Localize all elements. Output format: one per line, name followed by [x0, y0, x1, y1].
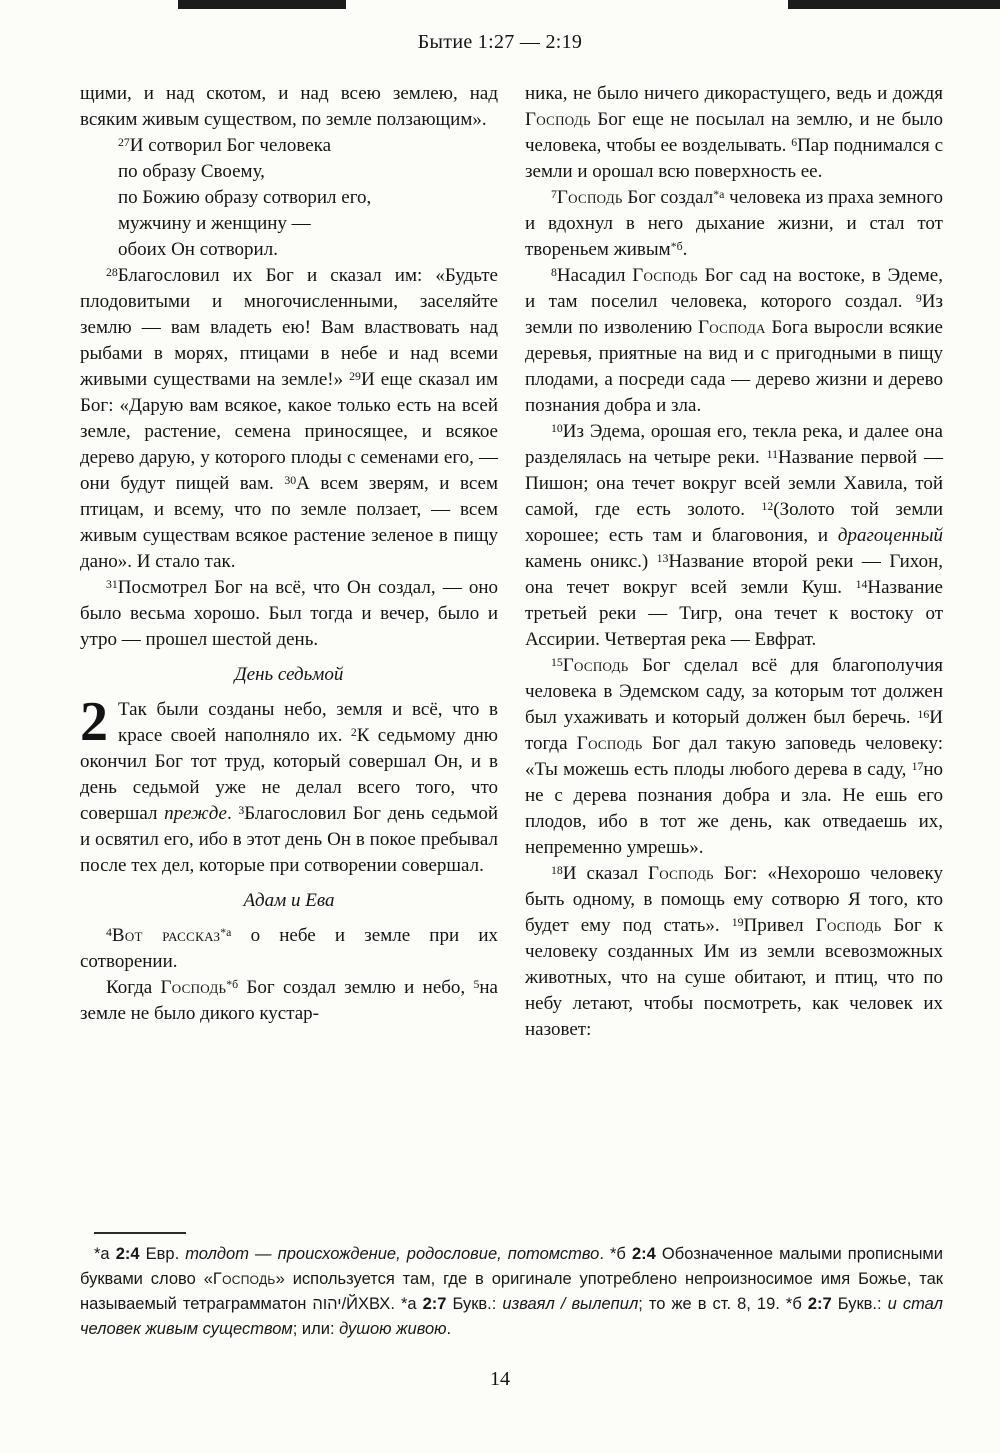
paragraph — [80, 923, 498, 975]
paragraph — [525, 861, 943, 1043]
text-run: Название первой — Пишон; она течет вокруг всей земли Хавила, той самой, где есть золото. — [525, 447, 943, 520]
page-number: 14 — [490, 1368, 510, 1390]
superscript-marker: 4 — [106, 925, 112, 939]
text-run: Так были созданы небо, земля и всё, что в красе своей наполняло их. — [118, 699, 498, 746]
text-run: . — [446, 1320, 452, 1338]
text-run: Евр. — [139, 1245, 186, 1263]
text-run: А всем зверям, и всем птицам, и всему, что по земле ползает, — всем живым существам всякое растение зеленое в пищу дано». И стало так. — [80, 473, 498, 572]
footnote-separator — [94, 1232, 186, 1234]
superscript-marker: 6 — [791, 135, 798, 149]
text-run: Господа — [698, 317, 766, 338]
chapter-paragraph — [80, 691, 498, 879]
text-run: . — [226, 803, 239, 824]
poetry-line — [118, 211, 498, 237]
column-left — [80, 81, 498, 1043]
text-run: Букв.: — [831, 1295, 888, 1313]
text-run: Бог сад на востоке, в Эдеме, и там поселил человека, которого создал. — [525, 265, 943, 312]
text-run: И сказал — [562, 863, 649, 884]
text-run: человека из праха земного и вдохнул в него дыхание жизни, и стал тот твореньем живым — [525, 187, 943, 260]
superscript-marker: 14 — [855, 577, 868, 591]
superscript-marker: 9 — [915, 291, 922, 305]
text-run: Вот рассказ — [111, 925, 221, 946]
text-run: изваял / вылепил — [502, 1295, 639, 1313]
superscript-marker: *а — [713, 187, 725, 201]
superscript-marker: *б — [670, 239, 683, 253]
scan-artifact-left — [178, 0, 346, 9]
text-run: о небе и земле при их сотворении. — [80, 925, 499, 972]
paragraph — [80, 575, 498, 653]
text-run: Благословил их Бог и сказал им: «Будьте плодовитыми и многочисленными, заселяйте землю — вам владеть ею! Вам властвовать над рыбами в морях, птицами в небе и над всеми живыми существами на земле!» — [80, 265, 498, 390]
text-run: Господь — [562, 655, 629, 676]
paragraph — [525, 419, 943, 653]
text-run: И еще сказал им Бог: «Дарую вам всякое, какое только есть на всей земле, растение, семена приносящее, и всякое дерево дарую, у которого плоды с семенами его, — они будут пищей вам. — [80, 369, 498, 494]
text-run: . *б — [599, 1245, 632, 1263]
paragraph — [80, 975, 498, 1027]
text-run: *а — [94, 1245, 116, 1263]
text-run: Господь — [648, 863, 714, 884]
running-header: Бытие 1:27 — 2:19 — [417, 31, 583, 53]
text-run: Бог к человеку созданных Им из земли всевозможных животных, что на суше обитают, и птиц, что по небу летают, чтобы посмотреть, как человек их назовет: — [525, 915, 943, 1040]
text-run: Привел — [743, 915, 816, 936]
text-run: Господь — [576, 733, 643, 754]
text-run: душою живою — [339, 1320, 447, 1338]
text-run: Господь — [815, 915, 882, 936]
superscript-marker: 27 — [118, 135, 130, 149]
poetry-line — [118, 185, 498, 211]
text-run: Бог создал землю и небо, — [238, 977, 474, 998]
text-run: драгоценный — [837, 525, 943, 546]
text-run: ; или: — [292, 1320, 340, 1338]
text-run: 2:4 — [115, 1245, 140, 1263]
text-run: Бог дал такую заповедь человеку: «Ты можешь есть плоды любого дерева в саду, — [525, 733, 944, 780]
superscript-marker: 7 — [551, 187, 557, 201]
section-heading — [80, 662, 498, 688]
text-run: » используется там, где в оригинале употреблено непроизносимое имя Божье, так называемый тетраграмматон יהוה/ЙХВХ. *а — [80, 1270, 943, 1313]
text-run: но не с дерева познания добра и зла. Не ешь его плодов, ибо в тот же день, как отведаешь их, непременно умрешь». — [525, 759, 943, 858]
superscript-marker: 5 — [473, 977, 480, 991]
superscript-marker: 13 — [656, 551, 669, 565]
footnotes-text — [80, 1242, 943, 1342]
text-run: И тогда — [525, 707, 943, 754]
paragraph — [525, 653, 943, 861]
text-run: Когда — [106, 977, 161, 998]
column-right — [525, 81, 943, 1043]
footnotes-block — [80, 1232, 943, 1342]
text-run: Обозначенное малыми прописными буквами слово « — [80, 1245, 943, 1288]
text-run: Пар поднимался с земли и орошал всю поверхность ее. — [525, 135, 944, 182]
superscript-marker: 15 — [551, 655, 563, 669]
superscript-marker: 12 — [761, 499, 774, 513]
paragraph — [525, 263, 943, 419]
paragraph — [525, 81, 943, 185]
text-run: по Божию образу сотворил его, — [118, 187, 372, 208]
superscript-marker: 28 — [106, 265, 118, 279]
text-run: Бог сделал всё для благополучия человека в Эдемском саду, за которым тот должен был ухаживать и который должен был беречь. — [525, 655, 943, 728]
text-run: Бог создал — [622, 187, 714, 208]
text-run: Название второй реки — Гихон, она течет вокруг всей земли Куш. — [525, 551, 943, 598]
scan-artifact-right — [788, 0, 1000, 9]
poetry-line — [118, 237, 498, 263]
superscript-marker: 19 — [731, 915, 744, 929]
text-run: День седьмой — [234, 664, 344, 685]
paragraph — [80, 263, 498, 575]
poetry-block — [118, 133, 498, 263]
text-run: Название третьей реки — Тигр, она течет к востоку от Ассирии. Четвертая река — Евфрат. — [525, 577, 943, 650]
paragraph — [80, 81, 498, 133]
superscript-marker: 2 — [350, 725, 357, 739]
text-run: 2:7 — [422, 1295, 447, 1313]
paragraph — [525, 185, 943, 263]
text-run: (Золото той земли хорошее; есть там и благовония, и — [525, 499, 943, 546]
text-run: Бога выросли всякие деревья, приятные на вид и с пригодными в пищу плодами, а посреди сада — дерево жизни и дерево познания добра и зла. — [525, 317, 943, 416]
text-run: ника, не было ничего дикорастущего, ведь и дождя — [525, 83, 943, 104]
text-run: Насадил — [556, 265, 633, 286]
text-columns — [80, 81, 943, 1043]
superscript-marker: 16 — [917, 707, 930, 721]
text-run: Из земли по изволению — [525, 291, 943, 338]
text-run: толдот — происхождение, родословие, потомство — [185, 1245, 600, 1263]
superscript-marker: 31 — [106, 577, 118, 591]
superscript-marker: 8 — [551, 265, 557, 279]
superscript-marker: *б — [226, 977, 239, 991]
text-run: мужчину и женщину — — [118, 213, 311, 234]
text-run: Бог: «Нехорошо человеку быть одному, в помощь ему сотворю Я того, кто будет ему под стать». — [525, 863, 943, 936]
chapter-number: 2 — [80, 691, 108, 753]
superscript-marker: 18 — [551, 863, 563, 877]
superscript-marker: 30 — [284, 473, 297, 487]
text-run: ; то же в ст. 8, 19. *б — [638, 1295, 808, 1313]
text-run: Господь — [525, 109, 591, 130]
text-run: Адам и Ева — [243, 890, 335, 911]
text-run: по образу Своему, — [118, 161, 265, 182]
text-run: Бог еще не посылал на землю, и не было человека, чтобы ее возделывать. — [525, 109, 943, 156]
superscript-marker: 17 — [911, 759, 924, 773]
text-run: Господь — [632, 265, 698, 286]
text-run: Посмотрел Бог на всё, что Он создал, — оно было весьма хорошо. Был тогда и вечер, было и утро — прошел шестой день. — [80, 577, 498, 650]
text-run: щими, и над скотом, и над всею землею, над всяким живым существом, по земле ползающим». — [80, 83, 498, 130]
text-run: 2:4 — [631, 1245, 656, 1263]
text-run: Букв.: — [446, 1295, 503, 1313]
text-run: Господь — [556, 187, 623, 208]
text-run: Господь — [160, 977, 227, 998]
text-run: на земле не было дикого кустар- — [80, 977, 498, 1024]
poetry-line — [118, 133, 498, 159]
section-heading — [80, 888, 498, 914]
text-run: И сотворил Бог человека — [129, 135, 332, 156]
text-run: . — [682, 239, 688, 260]
superscript-marker: 10 — [551, 421, 563, 435]
superscript-marker: 29 — [349, 369, 361, 383]
text-run: прежде — [164, 803, 227, 824]
text-run: Из Эдема, орошая его, текла река, и далее она разделялась на четыре реки. — [525, 421, 943, 468]
text-run: и стал человек живым существом — [80, 1295, 943, 1338]
text-run: Господь — [212, 1270, 276, 1288]
superscript-marker: 3 — [238, 803, 245, 817]
superscript-marker: *а — [220, 925, 232, 939]
text-run: К седьмому дню окончил Бог тот труд, который совершал Он, и в день седьмой уже не делал всего того, что совершал — [80, 725, 498, 824]
text-run: 2:7 — [807, 1295, 832, 1313]
text-run: камень оникс.) — [525, 551, 657, 572]
text-run: обоих Он сотворил. — [118, 239, 278, 260]
poetry-line — [118, 159, 498, 185]
superscript-marker: 11 — [766, 447, 779, 461]
text-run: Благословил Бог день седьмой и освятил его, ибо в этот день Он в покое пребывал после тех дел, которые при сотворении совершал. — [80, 803, 498, 876]
